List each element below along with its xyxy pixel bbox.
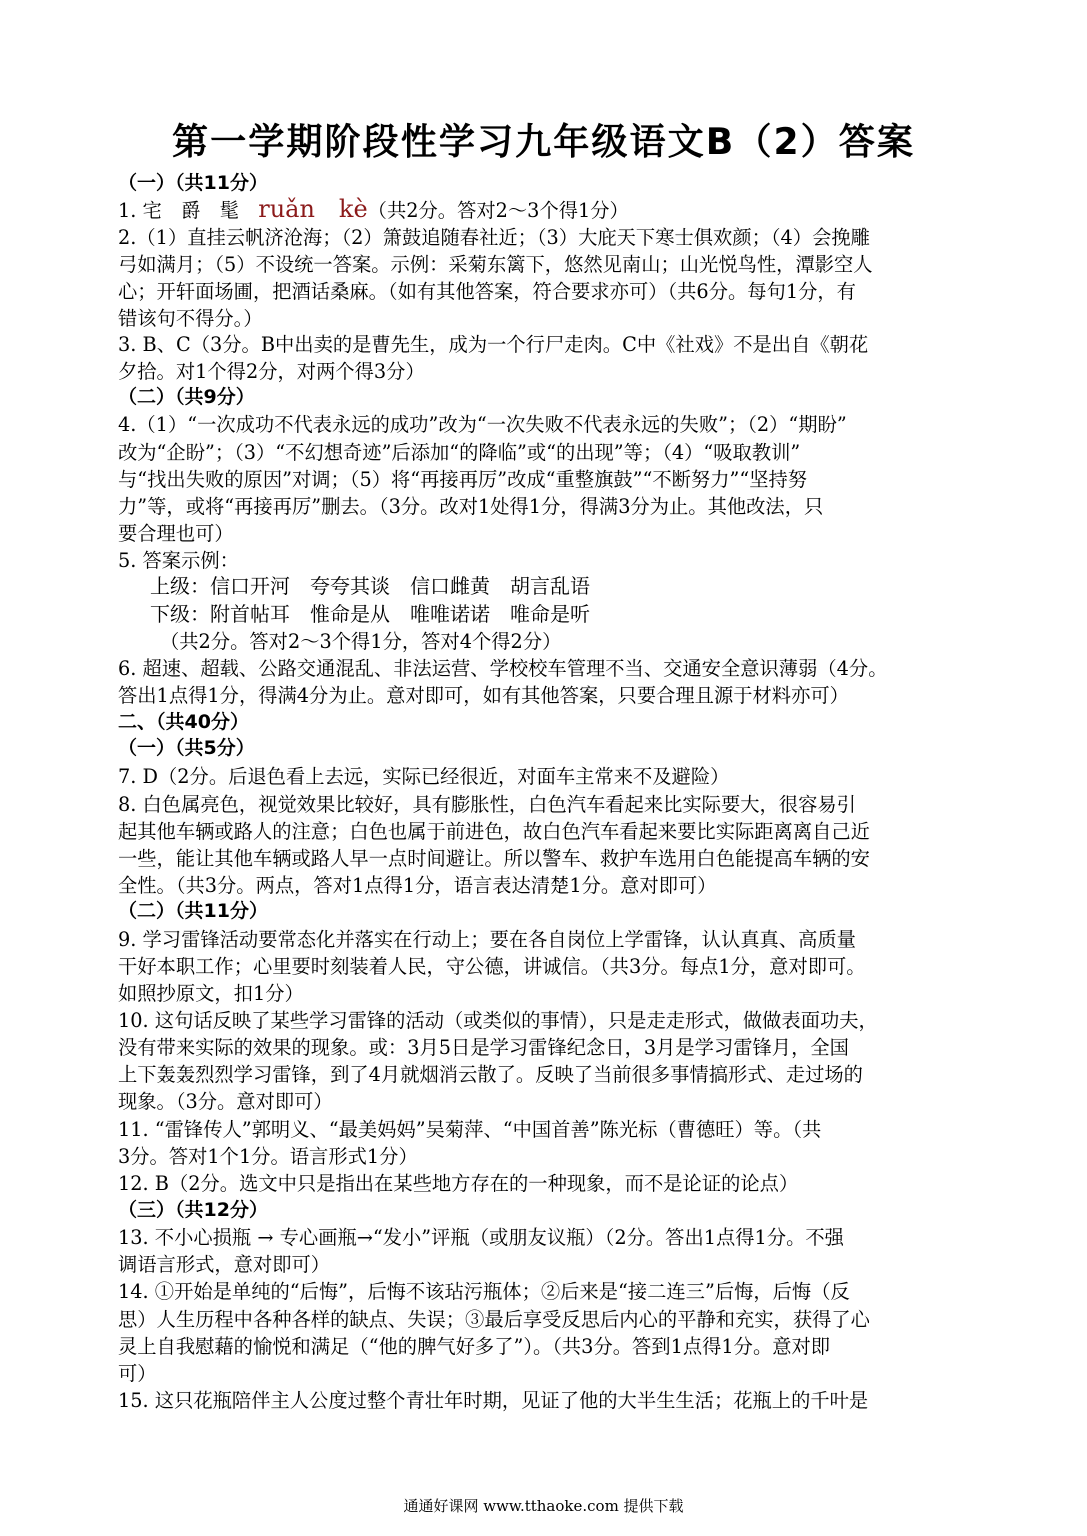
answer-line: 13. 不小心损瓶 → 专心画瓶→“发小”评瓶（或朋友议瓶）（2分。答出1点得1分。不强	[118, 1226, 844, 1249]
answer-line: 8. 白色属亮色，视觉效果比较好，具有膨胀性，白色汽车看起来比实际要大，很容易引	[118, 793, 856, 816]
answer-line: （共2分。答对2～3个得1分，答对4个得2分）	[160, 630, 562, 653]
answer-line: 全性。（共3分。两点，答对1点得1分，语言表达清楚1分。意对即可）	[118, 874, 717, 897]
answer-line: 可）	[118, 1362, 157, 1385]
answer-text: 1. 宅 爵 髦	[118, 199, 239, 222]
answer-note: （共2分。答对2～3个得1分）	[367, 199, 629, 222]
answer-line: 错该句不得分。）	[118, 307, 263, 330]
answer-line: 2.（1）直挂云帆济沧海；（2）箫鼓追随春社近；（3）大庇天下寒士俱欢颜；（4）会挽雕	[118, 226, 870, 249]
section-header: （一）（共11分）	[118, 172, 268, 194]
section-header: （二）（共9分）	[118, 386, 255, 408]
answer-line: 11. “雷锋传人”郭明义、“最美妈妈”吴菊萍、“中国首善”陈光标（曹德旺）等。（共	[118, 1118, 822, 1141]
footer-watermark: 通通好课网 www.tthaoke.com 提供下载	[403, 1497, 684, 1515]
answer-line: 12. B（2分。选文中只是指出在某些地方存在的一种现象，而不是论证的论点）	[118, 1172, 799, 1195]
answer-line: 夕拾。对1个得2分，对两个得3分）	[118, 360, 425, 383]
example-line: 下级：附首帖耳 惟命是从 唯唯诺诺 唯命是听	[150, 602, 590, 626]
answer-line: 力”等，或将“再接再厉”删去。（3分。改对1处得1分，得满3分为止。其他改法，只	[118, 495, 824, 518]
example-line: 上级：信口开河 夸夸其谈 信口雌黄 胡言乱语	[150, 574, 590, 598]
pinyin-text: ruǎn kè	[258, 195, 368, 223]
answer-line: 上下轰轰烈烈学习雷锋，到了4月就烟消云散了。反映了当前很多事情搞形式、走过场的	[118, 1063, 863, 1086]
answer-line: 15. 这只花瓶陪伴主人公度过整个青壮年时期，见证了他的大半生生活；花瓶上的千叶是	[118, 1389, 869, 1412]
answer-line: 与“找出失败的原因”对调；（5）将“再接再厉”改成“重整旗鼓”“不断努力”“坚持努	[118, 468, 808, 491]
answer-line: 如照抄原文，扣1分）	[118, 982, 304, 1005]
answer-line: 没有带来实际的效果的现象。或：3月5日是学习雷锋纪念日，3月是学习雷锋月，全国	[118, 1036, 849, 1059]
answer-line: 弓如满月；（5）不设统一答案。示例：采菊东篱下，悠然见南山；山光悦鸟性，潭影空人	[118, 253, 873, 276]
answer-line: 7. D（2分。后退色看上去远，实际已经很近，对面车主常来不及避险）	[118, 765, 730, 788]
answer-line: 9. 学习雷锋活动要常态化并落实在行动上；要在各自岗位上学雷锋，认认真真、高质量	[118, 928, 856, 951]
section-header: 二、（共40分）	[118, 711, 249, 733]
answer-line: 14. ①开始是单纯的“后悔”，后悔不该玷污瓶体；②后来是“接二连三”后悔，后悔（反	[118, 1280, 850, 1303]
section-header: （二）（共11分）	[118, 900, 268, 922]
answer-line: 4.（1）“一次成功不代表永远的成功”改为“一次失败不代表永远的失败”；（2）“期盼”	[118, 413, 847, 436]
answer-line: 6. 超速、超载、公路交通混乱、非法运营、学校校车管理不当、交通安全意识薄弱（4分。	[118, 657, 888, 680]
answer-line: 灵上自我慰藉的愉悦和满足（“他的脾气好多了”）。（共3分。答到1点得1分。意对即	[118, 1335, 831, 1358]
answer-line	[118, 196, 629, 224]
page-title: 第一学期阶段性学习九年级语文B（2）答案	[172, 120, 915, 163]
answer-line: 调语言形式，意对即可）	[118, 1253, 331, 1276]
answer-line: 3. B、C（3分。B中出卖的是曹先生，成为一个行尸走肉。C中《社戏》不是出自《朝花	[118, 333, 869, 356]
answer-line: 5. 答案示例：	[118, 549, 239, 572]
answer-line: 干好本职工作；心里要时刻装着人民，守公德，讲诚信。（共3分。每点1分，意对即可。	[118, 955, 866, 978]
answer-line: 要合理也可）	[118, 522, 234, 545]
answer-line: 现象。（3分。意对即可）	[118, 1090, 333, 1113]
section-header: （三）（共12分）	[118, 1199, 268, 1221]
section-header: （一）（共5分）	[118, 737, 255, 759]
answer-line: 改为“企盼”；（3）“不幻想奇迹”后添加“的降临”或“的出现”等；（4）“吸取教训”	[118, 441, 801, 464]
answer-line: 答出1点得1分，得满4分为止。意对即可，如有其他答案，只要合理且源于材料亦可）	[118, 684, 849, 707]
answer-line: 3分。答对1个1分。语言形式1分）	[118, 1145, 418, 1168]
answer-line: 一些，能让其他车辆或路人早一点时间避让。所以警车、救护车选用白色能提高车辆的安	[118, 847, 870, 870]
answer-line: 10. 这句话反映了某些学习雷锋的活动（或类似的事情），只是走走形式，做做表面功夫，	[118, 1009, 878, 1032]
answer-line: 起其他车辆或路人的注意；白色也属于前进色，故白色汽车看起来要比实际距离离自己近	[118, 820, 870, 843]
answer-line: 心；开轩面场圃，把酒话桑麻。（如有其他答案，符合要求亦可）（共6分。每句1分，有	[118, 280, 856, 303]
answer-line: 思）人生历程中各种各样的缺点、失误；③最后享受反思后内心的平静和充实，获得了心	[118, 1308, 870, 1331]
